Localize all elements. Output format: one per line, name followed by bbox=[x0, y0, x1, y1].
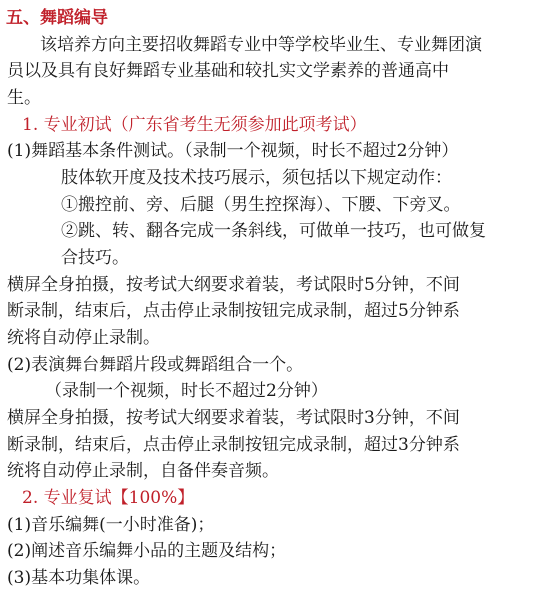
retest-title: 2. 专业复试【100%】 bbox=[22, 488, 195, 508]
retest-item: (1)音乐编舞(一小时准备)； bbox=[7, 515, 215, 535]
item1-line: 合技巧。 bbox=[61, 248, 129, 268]
item2-note: 断录制，结束后，点击停止录制按钮完成录制，超过3分钟系 bbox=[7, 435, 460, 455]
item2-title: (2)表演舞台舞蹈片段或舞蹈组合一个。 bbox=[7, 355, 304, 375]
item1-line: ①搬控前、旁、后腿（男生控探海）、下腰、下旁叉。 bbox=[61, 195, 461, 215]
intro-line: 生。 bbox=[7, 88, 41, 108]
item1-title: (1)舞蹈基本条件测试。（录制一个视频，时长不超过2分钟） bbox=[7, 141, 459, 161]
item1-line: 肢体软开度及技术技巧展示，须包括以下规定动作： bbox=[61, 168, 452, 188]
preliminary-title: 1. 专业初试（广东省考生无须参加此项考试） bbox=[22, 115, 367, 135]
retest-item: (3)基本功集体课。 bbox=[7, 568, 151, 588]
intro-line: 员以及具有良好舞蹈专业基础和较扎实文学素养的普通高中 bbox=[7, 61, 449, 81]
item1-note: 横屏全身拍摄，按考试大纲要求着装，考试限时5分钟，不间 bbox=[7, 275, 460, 295]
section-heading: 五、舞蹈编导 bbox=[6, 8, 108, 28]
item1-note: 断录制，结束后，点击停止录制按钮完成录制，超过5分钟系 bbox=[7, 301, 460, 321]
item2-note: 横屏全身拍摄，按考试大纲要求着装，考试限时3分钟，不间 bbox=[7, 408, 460, 428]
item1-line: ②跳、转、翻各完成一条斜线，可做单一技巧，也可做复 bbox=[61, 221, 486, 241]
item1-note: 统将自动停止录制。 bbox=[7, 328, 160, 348]
retest-item: (2)阐述音乐编舞小品的主题及结构； bbox=[7, 541, 287, 561]
item2-note: 统将自动停止录制，自备伴奏音频。 bbox=[7, 461, 279, 481]
intro-line: 该培养方向主要招收舞蹈专业中等学校毕业生、专业舞团演 bbox=[40, 35, 482, 55]
item2-sub: （录制一个视频，时长不超过2分钟） bbox=[45, 381, 328, 401]
